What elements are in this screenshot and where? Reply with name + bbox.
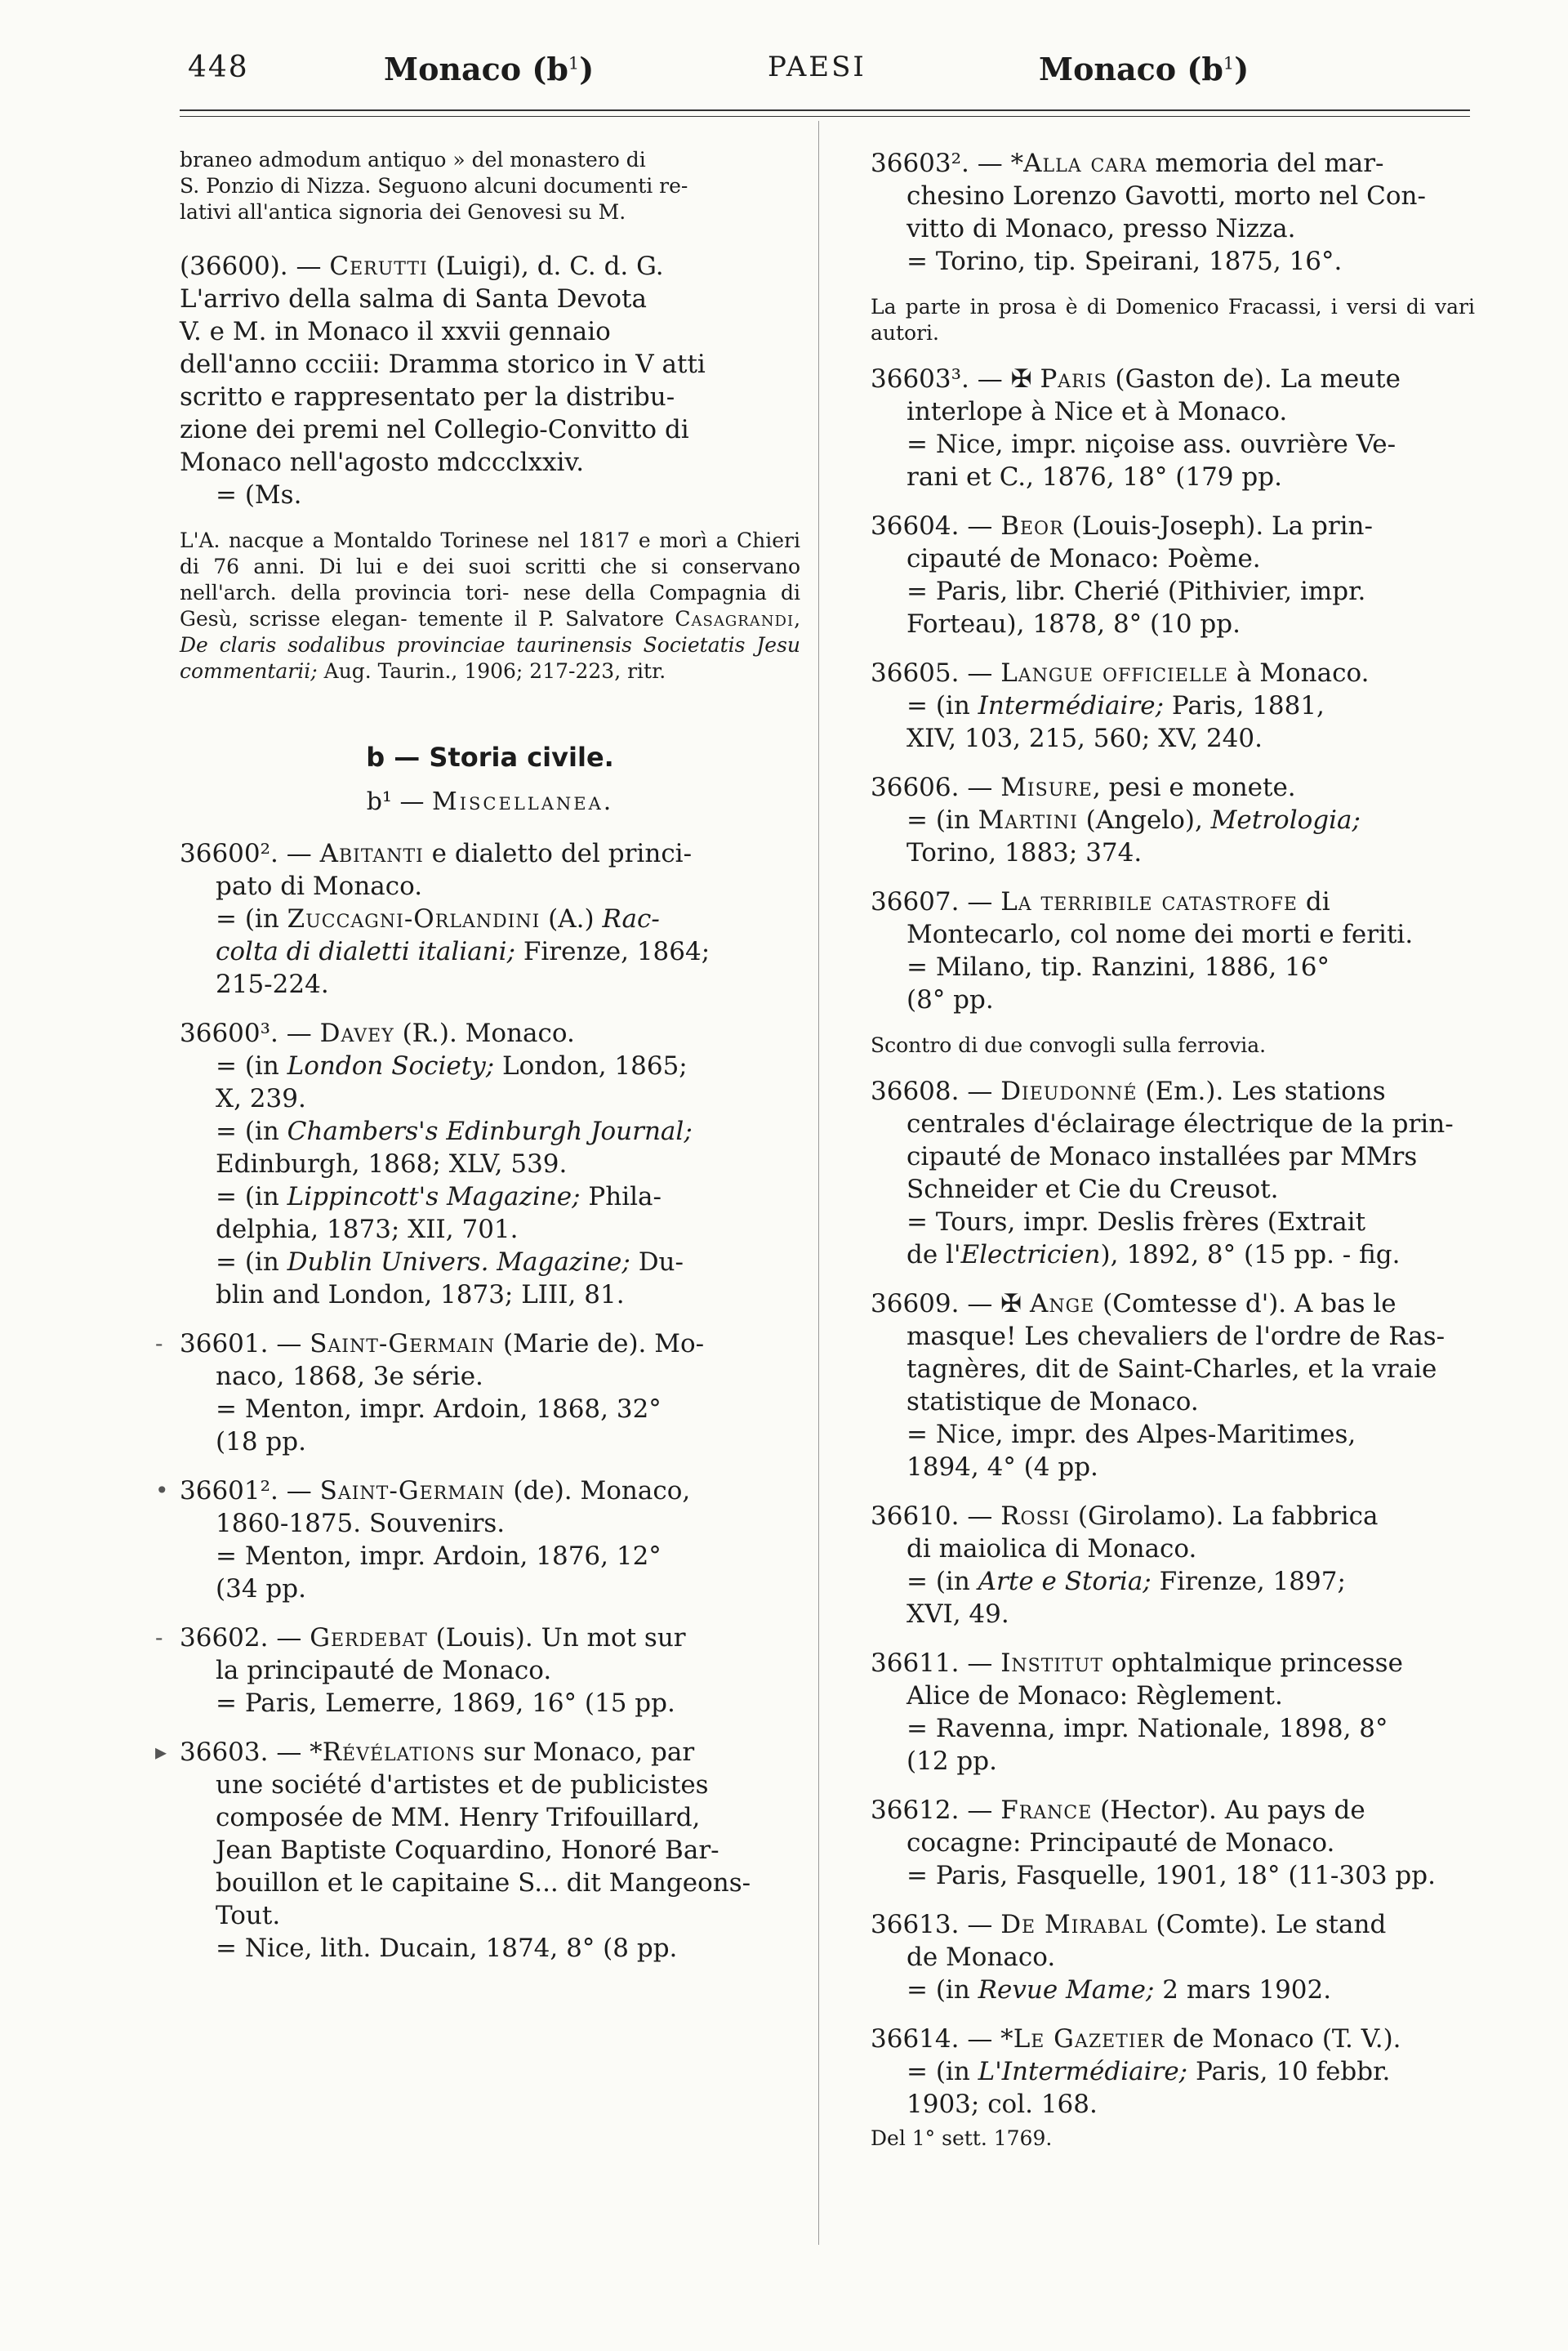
margin-mark: •: [155, 1477, 169, 1504]
right-column: [871, 147, 1475, 2168]
margin-mark: -: [155, 1330, 163, 1357]
note-36607: Scontro di due convogli sulla ferrovia.: [871, 1033, 1267, 1057]
note-36614: Del 1° sett. 1769.: [871, 2126, 1053, 2150]
entry-36611: 36611. — Institut ophtalmique princesse Alice de Monaco: Règlement. = Ravenna, impr. Nationale, 1898, 8° (12 pp.: [871, 1648, 1403, 1776]
header-rule: [180, 109, 1470, 111]
continued-text: braneo admodum antiquo » del monastero di S. Ponzio di Nizza. Seguono alcuni documenti re- lativi all'antica signoria dei Genovesi su M.: [180, 148, 688, 224]
entry-36601: - 36601. — Saint-Germain (Marie de). Mo- naco, 1868, 3e série. = Menton, impr. Ardoin, 1868, 32° (18 pp.: [155, 1329, 705, 1457]
entry-36600-2: 36600². — Abitanti e dialetto del princi- pato di Monaco. = (in Zuccagni-Orlandini (A.) Rac- colta di dialetti italiani; Firenze, 1864; 215-224.: [180, 839, 710, 999]
entry-36603-3: 36603³. — ✠ Paris (Gaston de). La meute interlope à Nice et à Monaco. = Nice, impr. niçoise ass. ouvrière Ve- rani et C., 1876, 18° (179 pp.: [871, 364, 1401, 492]
entry-36609: 36609. — ✠ Ange (Comtesse d'). A bas le masque! Les chevaliers de l'ordre de Ras- tagnères, dit de Saint-Charles, et la vraie statistique de Monaco. = Nice, impr. des Alpes-Maritimes, 1894, 4° (4 pp.: [871, 1289, 1446, 1482]
entry-36605: 36605. — Langue officielle à Monaco. = (in Intermédiaire; Paris, 1881, XIV, 103, 215, 560; XV, 240.: [871, 658, 1370, 753]
entry-36606: 36606. — Misure, pesi e monete. = (in Martini (Angelo), Metrologia; Torino, 1883; 374.: [871, 773, 1361, 868]
entry-36603-2: 36603². — *Alla cara memoria del mar- chesino Lorenzo Gavotti, morto nel Con- vitto di Monaco, presso Nizza. = Torino, tip. Speirani, 1875, 16°.: [871, 149, 1426, 276]
page-header: [180, 51, 1470, 100]
entry-36600: (36600). — Cerutti (Luigi), d. C. d. G. L'arrivo della salma di Santa Devota V. e M. in Monaco il xxvii gennaio dell'anno ccciii: Dramma storico in V atti scritto e rappresentato per la distribu- zione dei premi nel Collegio-Convitto di Monaco nell'agosto mdccclxxiv. = (Ms.: [180, 252, 706, 510]
note-36600: L'A. nacque a Montaldo Torinese nel 1817 e morì a Chieri di 76 anni. Di lui e dei suoi scritti che si conservano nell'arch. della provincia tori- nese della Compagnia di Gesù, scrisse elegan- temente il P. Salvatore Casagrandi, De claris sodalibus provinciae taurinensis Societatis Jesu commentarii; Aug. Taurin., 1906; 217-223, ritr.: [180, 529, 801, 683]
left-column: [155, 147, 801, 1981]
entry-36613: 36613. — De Mirabal (Comte). Le stand de Monaco. = (in Revue Mame; 2 mars 1902.: [871, 1910, 1387, 2005]
margin-mark: -: [155, 1624, 163, 1651]
running-title-right: Monaco $(b^1)$: [1039, 51, 1250, 87]
entry-36607: 36607. — La terribile catastrofe di Montecarlo, col nome dei morti e feriti. = Milano, tip. Ranzini, 1886, 16° (8° pp.: [871, 887, 1414, 1015]
note-36603-2: La parte in prosa è di Domenico Fracassi, i versi di vari autori.: [871, 295, 1475, 345]
entry-36604: 36604. — Beor (Louis-Joseph). La prin- cipauté de Monaco: Poème. = Paris, libr. Cherié (Pithivier, impr. Forteau), 1878, 8° (10 pp.: [871, 511, 1373, 639]
entry-36614: 36614. — *Le Gazetier de Monaco (T. V.). = (in L'Intermédiaire; Paris, 10 febbr. 1903; col. 168.: [871, 2024, 1401, 2119]
running-title-center: PAESI: [768, 51, 866, 83]
entry-36600-3: 36600³. — Davey (R.). Monaco. = (in London Society; London, 1865; X, 239. = (in Chambers's Edinburgh Journal; Edinburgh, 1868; XLV, 539. = (in Lippincott's Magazine; Phila- delphia, 1873; XII, 701. = (in Dublin Univers. Magazine; Du- blin and London, 1873; LIII, 81.: [180, 1019, 693, 1309]
entry-36608: 36608. — Dieudonné (Em.). Les stations centrales d'éclairage électrique de la prin- cipauté de Monaco installées par MMrs Schneider et Cie du Creusot. = Tours, impr. Deslis frères (Extrait de l'Electricien), 1892, 8° (15 pp. - fig.: [871, 1077, 1454, 1269]
entry-36602: - 36602. — Gerdebat (Louis). Un mot sur la principauté de Monaco. = Paris, Lemerre, 1869, 16° (15 pp.: [155, 1623, 686, 1718]
margin-mark: ▸: [155, 1738, 167, 1765]
subsection-heading: b¹ — Miscellanea.: [366, 787, 614, 816]
entry-36610: 36610. — Rossi (Girolamo). La fabbrica di maiolica di Monaco. = (in Arte e Storia; Firenze, 1897; XVI, 49.: [871, 1501, 1379, 1629]
header-rule-thin: [180, 116, 1470, 117]
page-number: 448: [188, 51, 249, 84]
column-divider: [818, 121, 819, 2245]
section-heading: b — Storia civile.: [366, 742, 614, 773]
running-title-left: Monaco $(b^1)$: [384, 51, 595, 87]
entry-36601-2: • 36601². — Saint-Germain (de). Monaco, 1860-1875. Souvenirs. = Menton, impr. Ardoin, 1876, 12° (34 pp.: [155, 1476, 691, 1604]
entry-36603: ▸ 36603. — *Révélations sur Monaco, par une société d'artistes et de publicistes composée de MM. Henry Trifouillard, Jean Baptiste Coquardino, Honoré Bar- bouillon et le capitaine S... dit Mangeons- Tout. = Nice, lith. Ducain, 1874, 8° (8 pp.: [155, 1738, 751, 1963]
entry-36612: 36612. — France (Hector). Au pays de cocagne: Principauté de Monaco. = Paris, Fasquelle, 1901, 18° (11-303 pp.: [871, 1796, 1436, 1890]
